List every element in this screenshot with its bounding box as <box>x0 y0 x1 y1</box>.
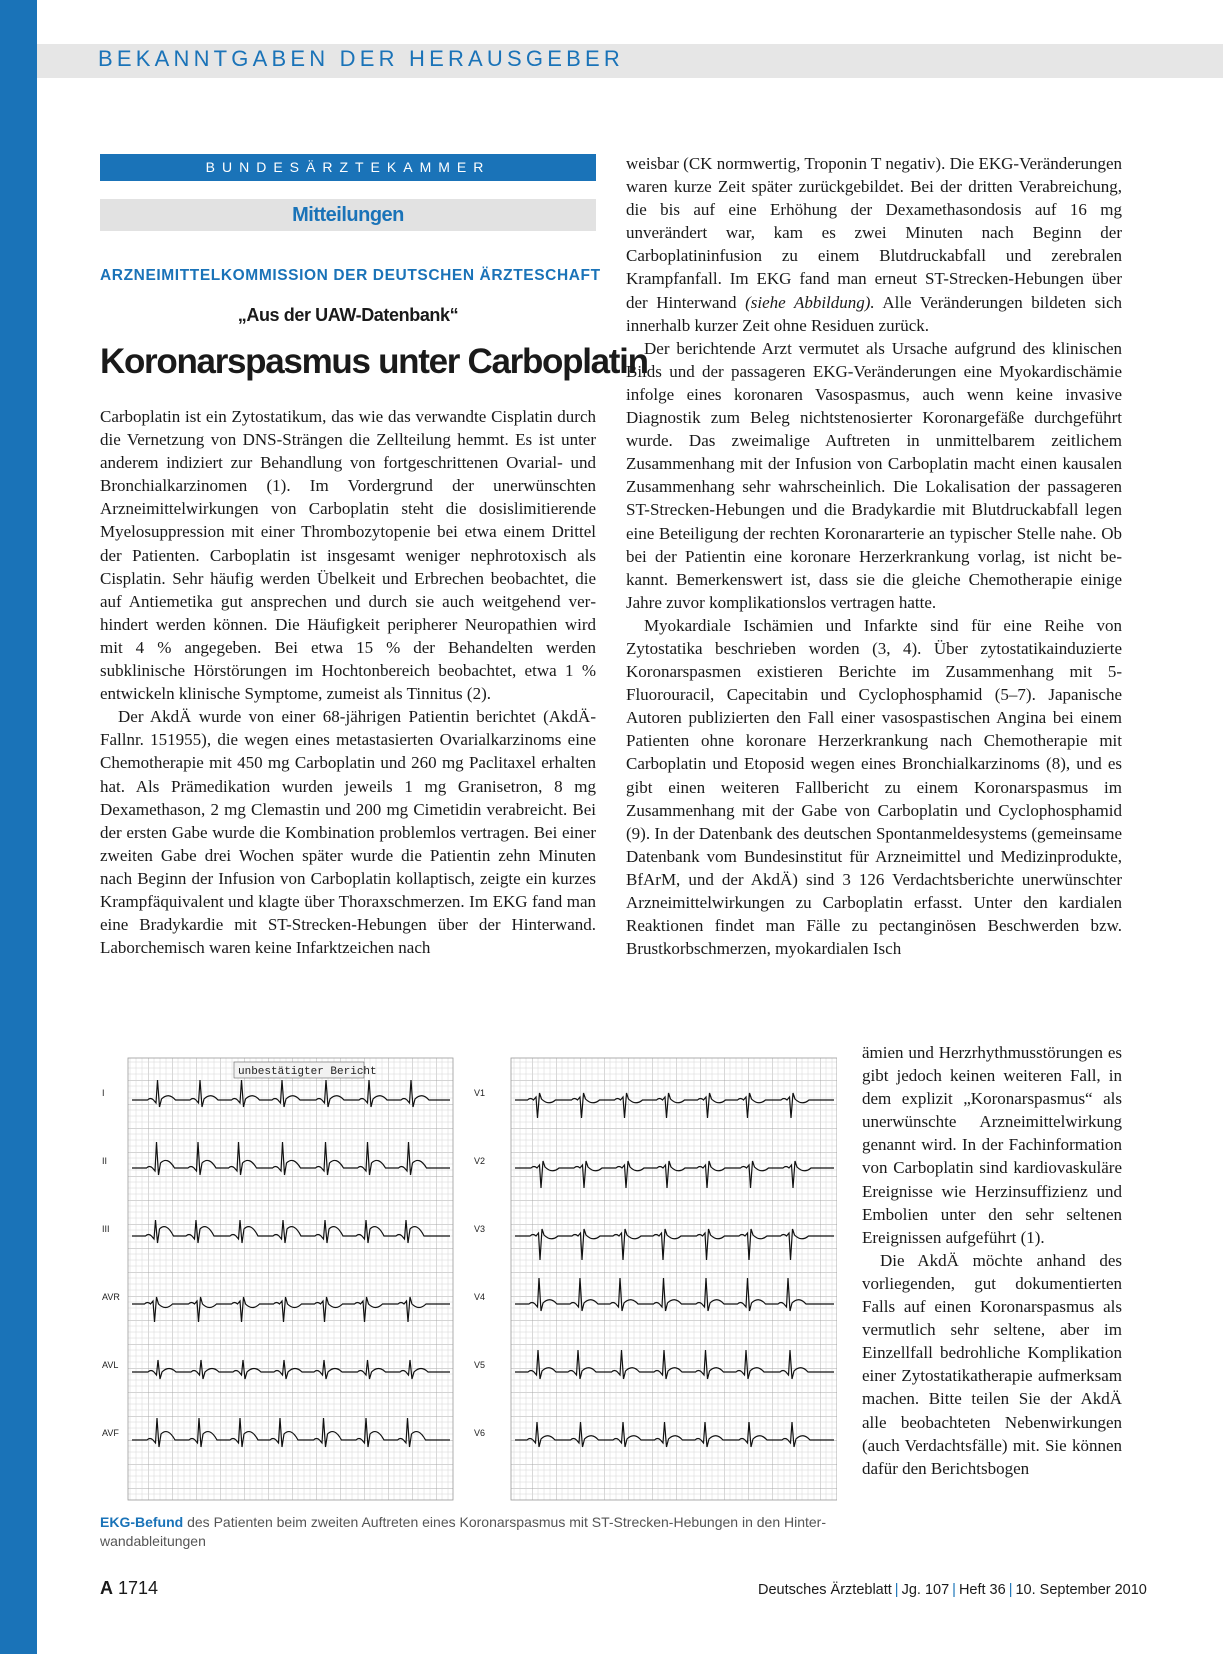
ekg-lead-label: II <box>102 1156 108 1166</box>
organization-bar: BUNDESÄRZTEKAMMER <box>100 154 596 181</box>
ekg-lead-label: III <box>102 1224 110 1234</box>
journal-date: 10. September 2010 <box>1015 1582 1147 1598</box>
figure-reference: (siehe Abbildung). <box>745 292 875 312</box>
ekg-lead-label: AVL <box>102 1360 119 1370</box>
ekg-lead-label: I <box>102 1088 105 1098</box>
page-number-value: 1714 <box>118 1578 159 1598</box>
page-prefix: A <box>100 1578 113 1598</box>
paragraph: Die AkdÄ möchte anhand des vorliegenden, gut dokumentierten Falls auf einen Koronarspasmus als vermutlich sehr seltene, aber im Einzellfall bedrohliche Komplikation einer Zytostatikatherapie aufmerksam machen. Bitte teilen Sie der AkdÄ alle beobachteten Nebenwirkungen (auch Verdachtsfälle) mit. Sie können dafür den Berichtsbogen <box>862 1250 1122 1478</box>
journal-name: Deutsches Ärzteblatt <box>758 1582 892 1598</box>
category-bar: Mitteilungen <box>100 199 596 231</box>
ekg-stamp: unbestätigter Bericht <box>238 1066 377 1078</box>
paragraph: Myokardiale Ischämien und Infarkte sind für eine Reihe von Zytostatika beschrieben worden (3, 4). Über zytostatikainduzierte Koronarspasmen existieren Berichte im Zusammenhang mit 5-Fluorouracil, Capecitabin und Cyclophosphamid (5–7). Japanische Autoren publizierten den Fall einer vasospastischen Angina bei einem Patienten ohne koronare Herzerkrankung nach Chemotherapie mit Carboplatin und Etoposid wegen eines Bronchialkarzinoms (8), und es gibt einen weiteren Fallbericht zu einem Koronarspasmus im Zusammenhang mit der Gabe von Carboplatin und Cyclophosphamid (9). In der Datenbank des deutschen Spontanmeldesystems (gemeinsame Datenbank vom Bundesinstitut für Arzneimittel und Medizinprodukte, BfArM, und der AkdÄ) sind 3 126 Verdachtsberichte unerwünschter Arzneimittelwirkungen zu Carboplatin erfasst. Unter den kardialen Reaktionen findet man Fälle zu pectanginösen Beschwerden bzw. Brustkorbschmerzen, myokardialen Isch <box>626 615 1122 959</box>
section-title: BEKANNTGABEN DER HERAUSGEBER <box>98 46 624 71</box>
page-number <box>100 1578 158 1599</box>
article-column-right <box>626 152 1122 960</box>
figure-caption <box>100 1513 830 1551</box>
paragraph <box>626 152 1122 337</box>
journal-issue: Heft 36 <box>958 1582 1006 1598</box>
commission-heading: ARZNEIMITTELKOMMISSION DER DEUTSCHEN ÄRZTESCHAFT <box>100 267 601 284</box>
paragraph: Der berichtende Arzt vermutet als Ursache aufgrund des klinischen Bilds und der passageren EKG-Veränderungen eine Myokardischämie infolge eines koronaren Vasospasmus, auch wenn keine invasive Diagnostik zum Beleg nichtstenosierter Koronargefäße durchgeführt wurde. Das zweimalige Auftreten in unmittelbarem zeitlichem Zusammenhang mit der Infusion von Carboplatin macht einen kausalen Zusammenhang sehr wahrscheinlich. Die Lokalisation der passageren ST-Strecken-Hebungen und die Bradykardie mit Blutdruckabfall legen eine Beteiligung der rechten Koronararterie an typischer Stelle nahe. Ob bei der Patientin eine koronare Herzerkrankung vorlag, ist nicht bekannt. Bemerkenswert ist, dass sie die gleiche Chemotherapie einige Jahre zuvor komplikationslos vertragen hatte. <box>626 338 1122 612</box>
ekg-lead-label: V3 <box>474 1224 486 1234</box>
ekg-grid-left <box>128 1058 453 1500</box>
paragraph-text: weisbar (CK normwertig, Troponin T negativ). Die EKG-Veränderungen waren kurze Zeit später zurückgebildet. Bei der dritten Verabreichung, die bis auf eine Erhöhung der Dexamethasondosis auf 16 mg unverändert war, kam es zwei Minuten nach Beginn der Carboplatininfusion zu einem Blutdruckabfall und zerebralen Krampfanfall. Im EKG fand man erneut ST-Strecken-Hebungen über der Hinterwand <box>626 154 1122 312</box>
caption-text: des Patienten beim zweiten Auftreten eines Koronarspasmus mit ST-Strecken-Hebungen in den Hinterwandableitungen <box>100 1514 827 1549</box>
paragraph: Carboplatin ist ein Zytostatikum, das wie das verwandte Cisplatin durch die Vernetzung von DNS-Strängen die Zellteilung hemmt. Es ist unter anderem indiziert zur Behandlung von fortgeschrittenen Ovarial- und Bronchialkarzinomen (1). Im Vordergrund der unerwünschten Arzneimittelwirkungen von Carboplatin steht die dosislimitierende Myelosuppression mit einer Thrombozytopenie bei etwa einem Drittel der Patienten. Carboplatin ist insgesamt weniger nephrotoxisch als Cisplatin. Sehr häufig werden Übelkeit und Erbrechen beobachtet, die auf Antiemetika gut ansprechen und durch sie auch weitgehend verhindert werden können. Die Häufigkeit peripherer Neuropathien wird mit 4 % angegeben. Bei etwa 15 % der Behandelten werden subklinische Hörstörungen im Hochtonbereich beobachtet, etwa 1 % entwickeln klinische Symptome, zumeist als Tinnitus (2). <box>100 407 596 704</box>
side-accent-bar <box>0 0 37 1654</box>
ekg-lead-label: V5 <box>474 1360 486 1370</box>
journal-footer: Deutsches Ärzteblatt | Jg. 107 | Heft 36 | 10. September 2010 <box>758 1582 1147 1598</box>
ekg-figure <box>100 1056 837 1504</box>
article-column-left <box>100 405 596 959</box>
ekg-lead-label: V1 <box>474 1088 486 1098</box>
ekg-lead-label: V6 <box>474 1428 486 1438</box>
article-title: Koronarspasmus unter Carboplatin <box>100 342 648 381</box>
journal-volume: Jg. 107 <box>901 1582 950 1598</box>
caption-title: EKG-Befund <box>100 1514 184 1530</box>
ekg-lead-label: AVR <box>102 1292 120 1302</box>
paragraph: ämien und Herzrhythmusstörungen es gibt jedoch keinen weiteren Fall, in dem explizit „Koronarspasmus“ als unerwünschte Arzneimittelwirkung genannt wird. In der Fachinformation von Carboplatin sind kardiovaskuläre Ereignisse wie Herzinsuffizienz und Embolien unter den sehr seltenen Ereignissen aufgeführt (1). <box>862 1043 1122 1247</box>
ekg-lead-label: V2 <box>474 1156 486 1166</box>
paragraph: Der AkdÄ wurde von einer 68-jährigen Patientin berichtet (AkdÄ-Fallnr. 151955), die wegen eines metastasierten Ovarialkarzinoms eine Chemotherapie mit 450 mg Carboplatin und 260 mg Paclitaxel erhalten hat. Als Prämedikation wurden jeweils 1 mg Granisetron, 8 mg Dexamethason, 2 mg Clemastin und 200 mg Cimetidin verabreicht. Bei der ersten Gabe wurde die Kombination problemlos vertragen. Bei einer zweiten Gabe drei Wochen später wurde die Patientin zehn Minuten nach Beginn der Infusion von Carboplatin kollaptisch, zeigte ein kurzes Krampfäquivalent und klagte über Thoraxschmerzen. Im EKG fand man eine Bradykardie mit ST-Strecken-Hebungen über der Hinterwand. Laborchemisch waren keine Infarktzeichen nach <box>100 707 596 958</box>
article-column-narrow <box>862 1041 1122 1480</box>
ekg-lead-label: V4 <box>474 1292 486 1302</box>
article-subtitle: „Aus der UAW-Datenbank“ <box>237 305 459 325</box>
paragraph-text: Alle Veränderungen bildeten sich innerhalb kurzer Zeit ohne Residuen zurück. <box>626 292 1122 335</box>
ekg-lead-label: AVF <box>102 1428 119 1438</box>
